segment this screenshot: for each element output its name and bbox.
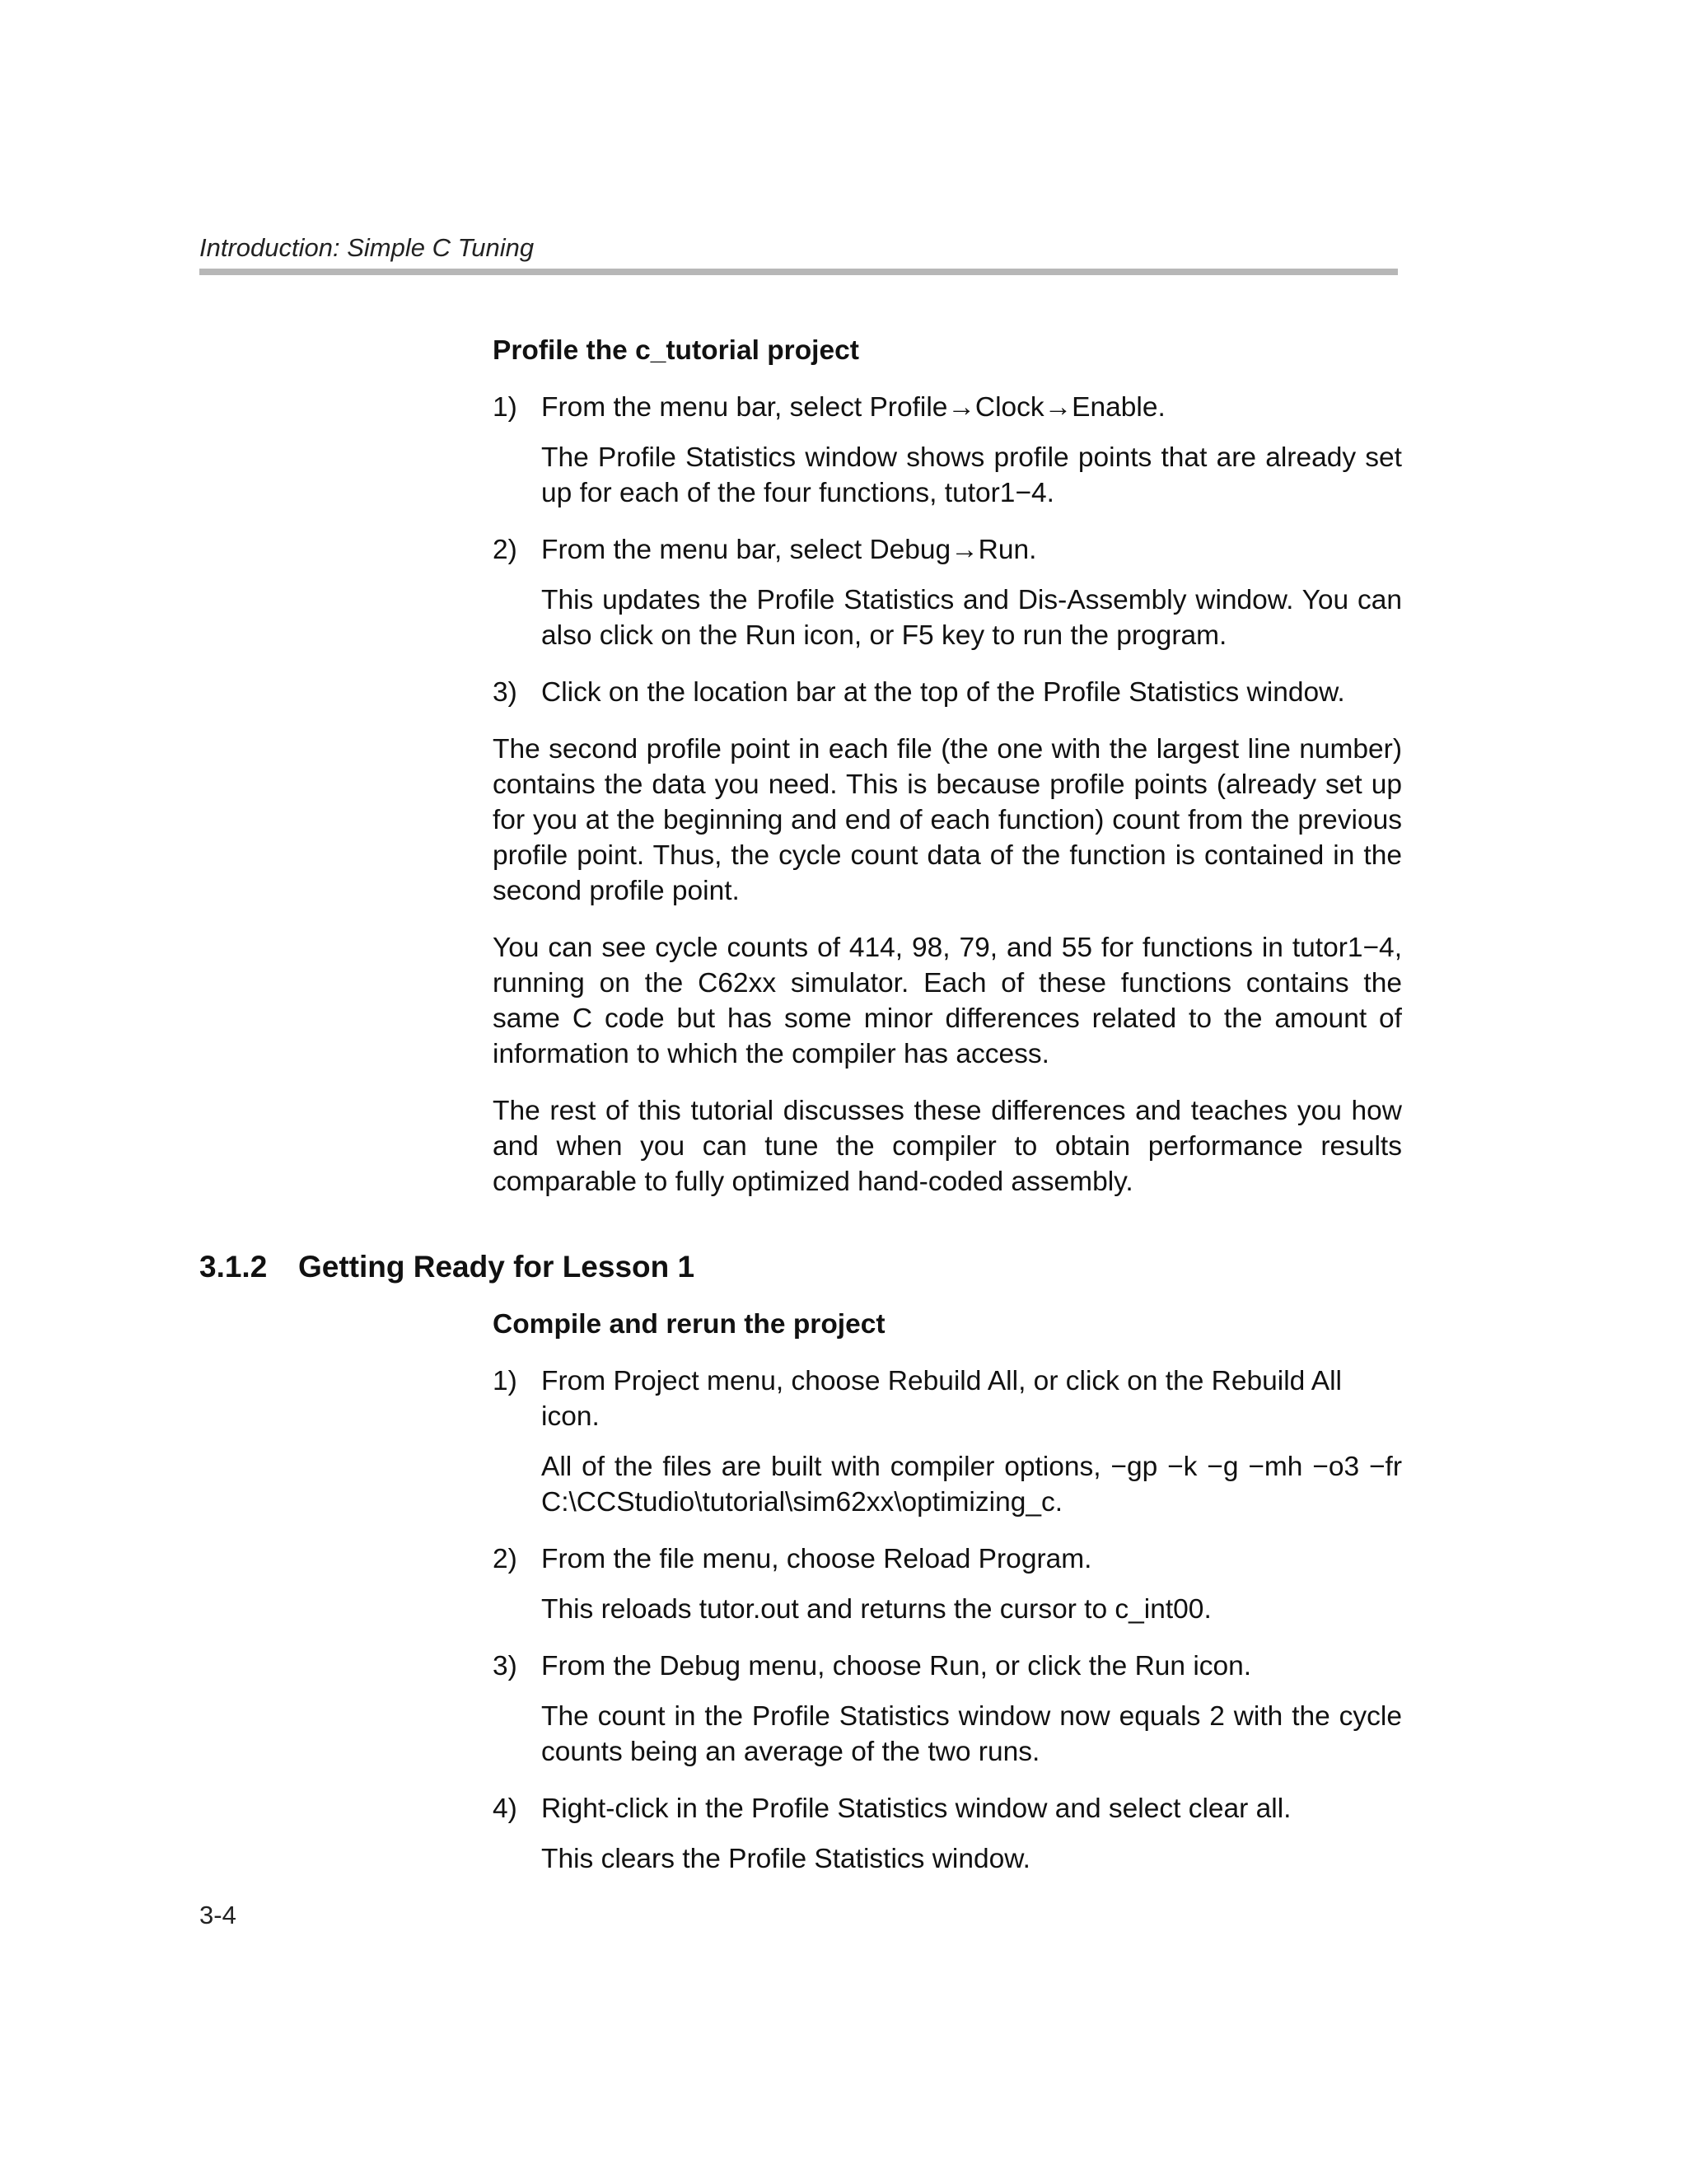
list-item — [493, 1649, 1402, 1684]
step-number: 3) — [493, 677, 517, 708]
step-note: This updates the Profile Statistics and Dis-Assembly window. You can also click on the Run icon, or F5 key to run the program. — [541, 585, 1402, 651]
running-header: Introduction: Simple C Tuning — [199, 233, 535, 262]
step-number: 1) — [493, 1366, 517, 1396]
header-rule — [199, 269, 1398, 275]
list-item — [493, 532, 1402, 568]
subheading-compile: Compile and rerun the project — [493, 1309, 886, 1340]
list-item — [493, 1363, 1402, 1434]
compile-block — [493, 1307, 1402, 1898]
step-text: From the Debug menu, choose Run, or click the Run icon. — [541, 1651, 1252, 1681]
step-text: From the menu bar, select Profile→Clock→Enable. — [541, 392, 1166, 423]
body-paragraph: The second profile point in each file (the one with the largest line number) contains the data you need. This is because profile points (already set up for you at the beginning and end of each function) count from the previous profile point. Thus, the cycle count data of the function is contained in the second profile point. — [493, 734, 1402, 906]
step-note: This clears the Profile Statistics window. — [541, 1844, 1030, 1874]
step-text: From Project menu, choose Rebuild All, or click on the Rebuild All icon. — [541, 1366, 1342, 1432]
list-item — [493, 390, 1402, 425]
body-paragraph: The rest of this tutorial discusses these differences and teaches you how and when you can tune the compiler to obtain performance results comparable to fully optimized hand-coded assembly. — [493, 1096, 1402, 1197]
list-item — [493, 1791, 1402, 1826]
step-text: Right-click in the Profile Statistics window and select clear all. — [541, 1793, 1292, 1824]
body-paragraph: You can see cycle counts of 414, 98, 79, and 55 for functions in tutor1−4, running on the C62xx simulator. Each of these functions contains the same C code but has some minor differences related to the amount of information to which the compiler has access. — [493, 933, 1402, 1069]
step-note: The Profile Statistics window shows profile points that are already set up for each of the four functions, tutor1−4. — [541, 442, 1402, 508]
step-number: 1) — [493, 392, 517, 423]
section-heading — [199, 1250, 694, 1284]
step-number: 4) — [493, 1793, 517, 1824]
step-text: From the file menu, choose Reload Program. — [541, 1544, 1092, 1574]
subheading-profile: Profile the c_tutorial project — [493, 335, 859, 366]
profile-block — [493, 333, 1402, 1221]
step-text: Click on the location bar at the top of the Profile Statistics window. — [541, 677, 1345, 708]
section-number: 3.1.2 — [199, 1250, 268, 1284]
step-number: 2) — [493, 1544, 517, 1574]
step-note: The count in the Profile Statistics window now equals 2 with the cycle counts being an average of the two runs. — [541, 1701, 1402, 1767]
step-note: All of the files are built with compiler options, −gp −k −g −mh −o3 −fr C:\CCStudio\tutorial\sim62xx\optimizing_c. — [541, 1452, 1402, 1518]
section-title: Getting Ready for Lesson 1 — [298, 1250, 695, 1284]
step-note: This reloads tutor.out and returns the cursor to c_int00. — [541, 1594, 1212, 1625]
list-item — [493, 675, 1402, 710]
step-text: From the menu bar, select Debug→Run. — [541, 535, 1037, 565]
step-number: 2) — [493, 535, 517, 565]
list-item — [493, 1541, 1402, 1577]
page-number: 3-4 — [199, 1901, 236, 1929]
step-number: 3) — [493, 1651, 517, 1681]
